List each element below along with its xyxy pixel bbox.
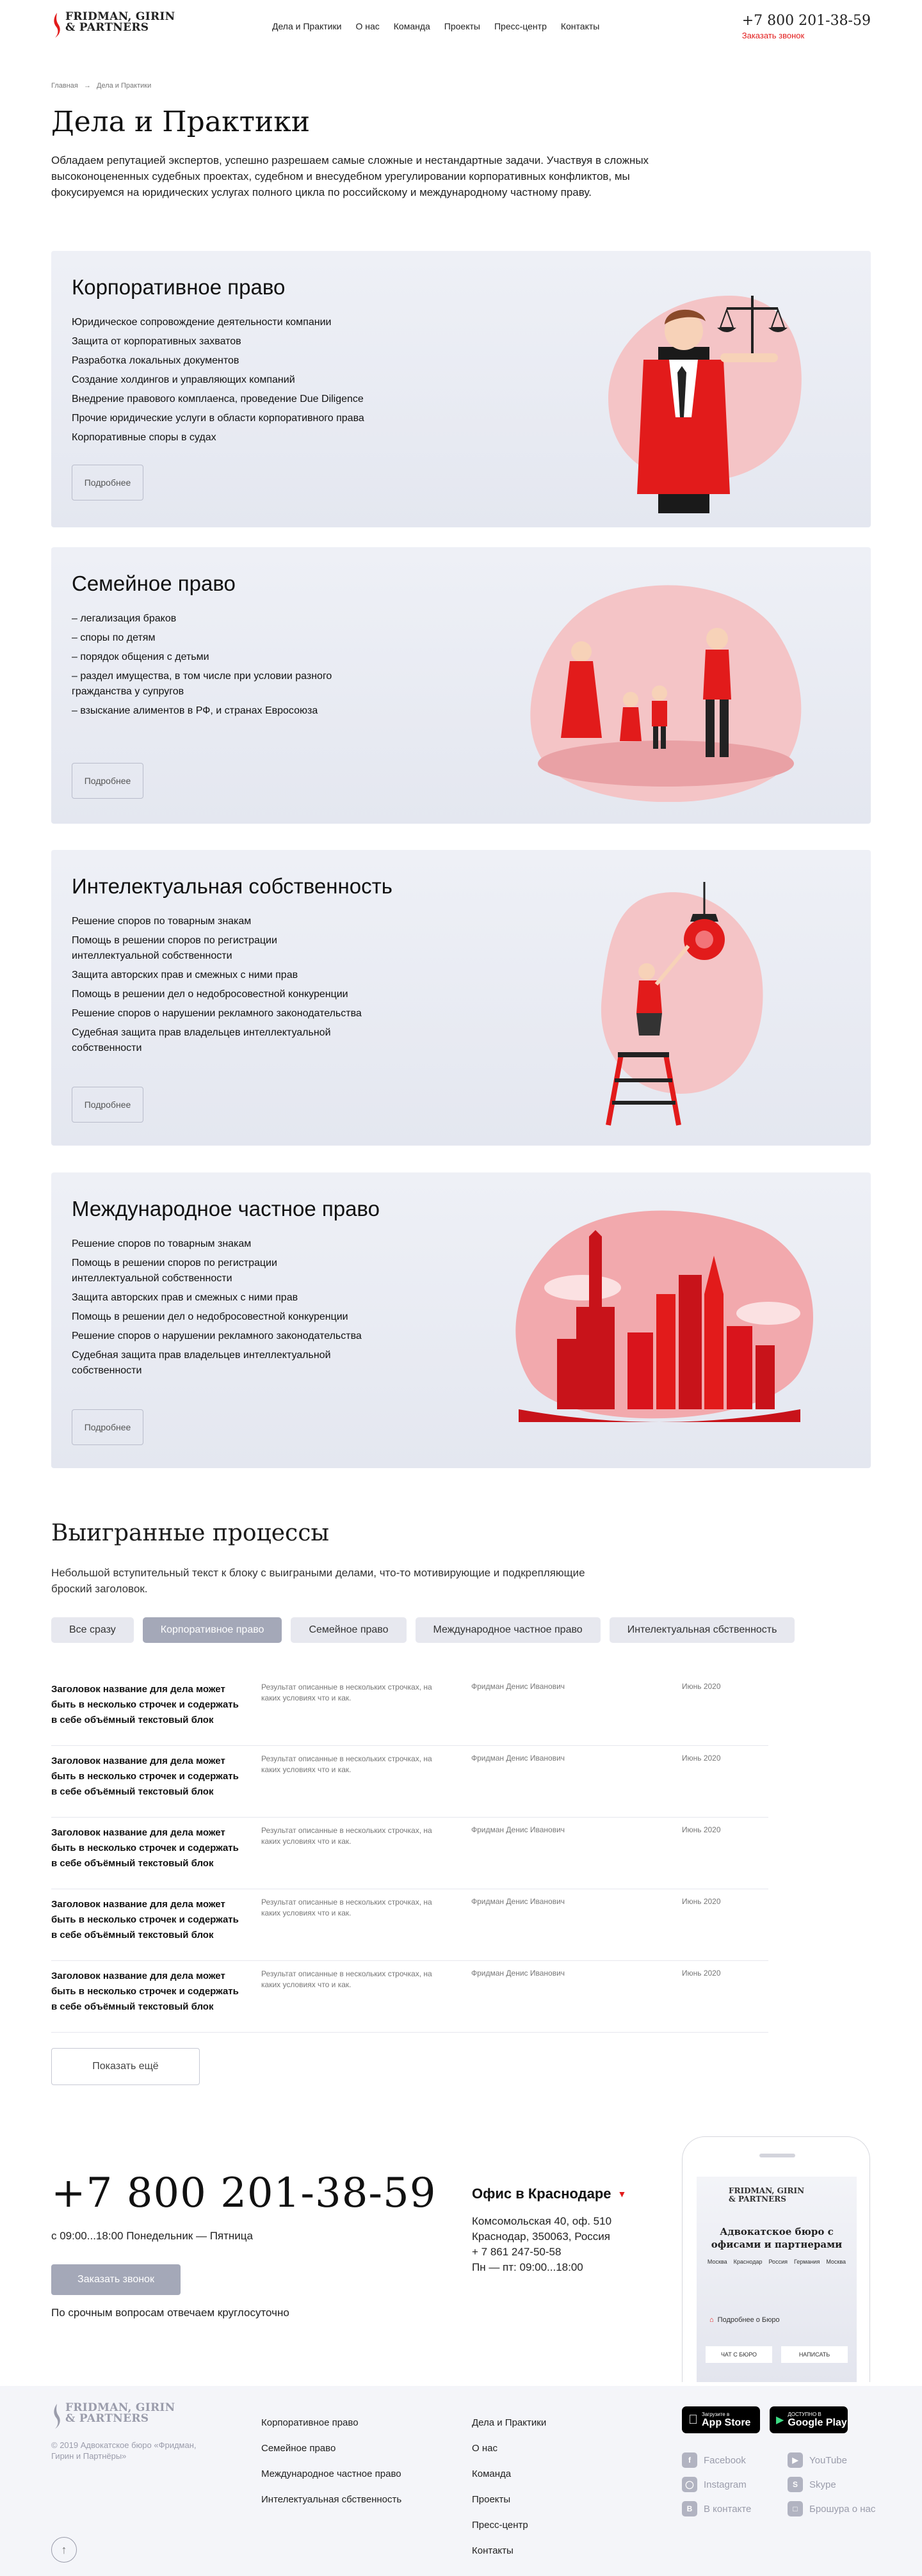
mockup-screen <box>697 2177 857 2382</box>
case-date: Июнь 2020 <box>682 1825 721 1834</box>
case-result: Результат описанные в нескольких строчках, на каких условиях что и как. <box>261 1754 432 1774</box>
footer-link[interactable]: Семейное право <box>261 2443 336 2454</box>
contacts-phone[interactable]: +7 800 201-38-59 <box>51 2170 437 2217</box>
practice-more-button[interactable]: Подробнее <box>72 1087 143 1123</box>
practice-title: Семейное право <box>72 572 236 595</box>
filter-international[interactable]: Международное частное право <box>416 1617 601 1643</box>
nav-projects[interactable]: Проекты <box>444 21 480 31</box>
practice-item: Создание холдингов и управляющих компаний <box>72 374 295 385</box>
practice-item: Защита авторских прав и смежных с ними прав <box>72 1292 298 1303</box>
filter-corporate[interactable]: Корпоративное право <box>143 1617 282 1643</box>
footer-link[interactable]: Контакты <box>472 2545 514 2556</box>
footer-logo-line-1: FRIDMAN, GIRIN <box>65 2401 175 2414</box>
case-lawyer: Фридман Денис Иванович <box>471 1825 565 1834</box>
practice-card-ip <box>51 850 871 1146</box>
app-store-button[interactable] <box>682 2406 760 2433</box>
practice-card-family <box>51 547 871 824</box>
practice-item: Решение споров о нарушении рекламного законодательства <box>72 1331 362 1341</box>
practice-item: Юридическое сопровождение деятельности компании <box>72 317 332 328</box>
case-row[interactable] <box>51 1961 768 2033</box>
practice-item: Защита от корпоративных захватов <box>72 336 241 347</box>
footer-logo[interactable] <box>51 2403 175 2429</box>
scroll-to-top-button[interactable] <box>51 2537 77 2563</box>
practice-item: Корпоративные споры в судах <box>72 432 216 443</box>
site-header <box>0 0 922 58</box>
apple-icon <box>688 2413 698 2428</box>
won-title: Выигранные процессы <box>51 1520 330 1546</box>
instagram-icon: ◯ <box>682 2477 697 2492</box>
chevron-down-icon[interactable]: ▼ <box>617 2189 627 2199</box>
case-date: Июнь 2020 <box>682 1897 721 1906</box>
flame-logo-icon <box>51 2403 61 2429</box>
nav-press[interactable]: Пресс-центр <box>494 21 547 31</box>
footer-link[interactable]: Команда <box>472 2468 512 2479</box>
google-play-small: ДОСТУПНО В <box>788 2411 821 2417</box>
social-facebook[interactable] <box>682 2452 788 2468</box>
youtube-icon: ▶ <box>788 2452 803 2468</box>
practice-item: – раздел имущества, в том числе при условии разного гражданства у супругов <box>72 671 332 697</box>
skype-icon: S <box>788 2477 803 2492</box>
social-instagram[interactable] <box>682 2477 788 2492</box>
mockup-city: Германия <box>793 2259 820 2265</box>
flame-logo-icon <box>51 12 61 38</box>
app-store-big: App Store <box>692 2417 741 2428</box>
footer-link[interactable]: Интелектуальная сбственность <box>261 2494 402 2505</box>
social-vk[interactable] <box>682 2501 788 2516</box>
case-result: Результат описанные в нескольких строчках, на каких условиях что и как. <box>261 1683 432 1702</box>
case-result: Результат описанные в нескольких строчках, на каких условиях что и как. <box>261 1969 432 1989</box>
mockup-logo <box>729 2187 804 2204</box>
practice-item: Прочие юридические услуги в области корпоративного права <box>72 413 364 424</box>
practice-item: Судебная защита прав владельцев интеллектуальной собственности <box>72 1350 331 1376</box>
case-lawyer: Фридман Денис Иванович <box>471 1682 565 1691</box>
family-illustration <box>506 572 826 802</box>
practice-item: – споры по детям <box>72 632 156 643</box>
lawyer-with-scales-illustration <box>538 270 820 520</box>
breadcrumb-separator: → <box>83 82 91 90</box>
page-title: Дела и Практики <box>51 106 311 138</box>
office-hours: Пн — пт: 09:00...18:00 <box>472 2261 583 2273</box>
social-label: В контакте <box>704 2503 752 2515</box>
case-row[interactable] <box>51 1818 768 1889</box>
social-skype[interactable] <box>788 2477 877 2492</box>
office-phone[interactable]: + 7 861 247-50-58 <box>472 2246 562 2258</box>
practice-item: Решение споров о нарушении рекламного законодательства <box>72 1008 362 1019</box>
city-skyline-illustration <box>493 1192 826 1448</box>
case-date: Июнь 2020 <box>682 1969 721 1978</box>
case-date: Июнь 2020 <box>682 1754 721 1763</box>
show-more-button[interactable]: Показать ещё <box>51 2048 200 2085</box>
case-title[interactable]: Заголовок название для дела может быть в несколько строчек и содержать в себе объёмный текстовый блок <box>51 1756 239 1797</box>
google-play-big: Google Play <box>788 2417 847 2428</box>
footer-link[interactable]: О нас <box>472 2443 497 2454</box>
practice-item: – взыскание алиментов в РФ, и странах Евросоюза <box>72 705 318 716</box>
footer-logo-line-2: & PARTNERS <box>65 2412 149 2425</box>
mockup-write-button[interactable]: НАПИСАТЬ <box>781 2346 848 2363</box>
practice-title: Корпоративное право <box>72 275 286 299</box>
practice-item: Решение споров по товарным знакам <box>72 1238 252 1249</box>
social-label: Facebook <box>704 2454 746 2466</box>
case-title[interactable]: Заголовок название для дела может быть в несколько строчек и содержать в себе объёмный текстовый блок <box>51 1899 239 1940</box>
page-lead: Обладаем репутацией экспертов, успешно разрешаем самые сложные и нестандартные задачи. Участвуя в сложных высоконоцененных судебных проектах, судебном и внесудебном урегулировании корпоративных конфликтов, мы фокусируемся на юридических услугах полного цикла по российскому и международному частному праву. <box>51 154 649 198</box>
site-footer <box>0 2386 922 2576</box>
footer-link[interactable]: Проекты <box>472 2494 511 2505</box>
mockup-about-label: Подробнее о Бюро <box>717 2316 780 2324</box>
case-title[interactable]: Заголовок название для дела может быть в несколько строчек и содержать в себе объёмный текстовый блок <box>51 1827 239 1869</box>
footer-practices-menu <box>261 2410 401 2513</box>
case-date: Июнь 2020 <box>682 1682 721 1691</box>
brochure-link[interactable] <box>788 2501 877 2516</box>
case-result: Результат описанные в нескольких строчках, на каких условиях что и как. <box>261 1826 432 1846</box>
practice-item: Внедрение правового комплаенса, проведение Due Diligence <box>72 394 364 404</box>
header-phone[interactable]: +7 800 201-38-59 <box>741 13 871 29</box>
google-play-button[interactable] <box>770 2406 848 2433</box>
won-lead: Небольшой вступительный текст к блоку с выиграными делами, что-то мотивирующие и подкрепляющие броский заголовок. <box>51 1567 585 1595</box>
social-label: Instagram <box>704 2479 747 2490</box>
case-lawyer: Фридман Денис Иванович <box>471 1897 565 1906</box>
practice-item: Помощь в решении дел о недобросовестной конкуренции <box>72 989 348 1000</box>
practice-item: Судебная защита прав владельцев интеллектуальной собственности <box>72 1027 331 1053</box>
practice-title: Международное частное право <box>72 1197 380 1220</box>
callback-button[interactable]: Заказать звонок <box>51 2264 181 2295</box>
footer-link[interactable]: Международное частное право <box>261 2468 401 2479</box>
practice-item: – легализация браков <box>72 613 177 624</box>
social-label: Брошура о нас <box>809 2503 876 2515</box>
social-youtube[interactable] <box>788 2452 877 2468</box>
practice-item: Решение споров по товарным знакам <box>72 916 252 927</box>
mockup-city: Москва <box>707 2259 727 2265</box>
nav-team[interactable]: Команда <box>393 21 430 31</box>
practice-title: Интелектуальная собственность <box>72 874 392 898</box>
case-row[interactable] <box>51 1674 768 1746</box>
mockup-logo-line-2: & PARTNERS <box>729 2195 786 2204</box>
home-icon: ⌂ <box>709 2316 714 2324</box>
case-lawyer: Фридман Денис Иванович <box>471 1969 565 1978</box>
practice-list <box>72 914 362 1060</box>
office-address: Комсомольская 40, оф. 510 <box>472 2215 612 2227</box>
urgent-note: По срочным вопросам отвечаем круглосуточно <box>51 2307 289 2319</box>
office-block <box>472 2186 626 2275</box>
mockup-heading: Адвокатское бюро с офисами и партнерами <box>711 2226 843 2250</box>
header-phone-block <box>742 13 871 40</box>
footer-link[interactable]: Корпоративное право <box>261 2417 359 2428</box>
mockup-city: Россия <box>768 2259 788 2265</box>
case-lawyer: Фридман Денис Иванович <box>471 1754 565 1763</box>
mockup-about-link[interactable] <box>709 2316 780 2324</box>
mockup-city: Москва <box>826 2259 846 2265</box>
office-city: Краснодар, 350063, Россия <box>472 2230 610 2243</box>
social-links <box>682 2452 877 2516</box>
case-row[interactable] <box>51 1746 768 1818</box>
mockup-cities <box>704 2259 849 2265</box>
office-selector[interactable] <box>472 2186 626 2202</box>
practice-more-button[interactable]: Подробнее <box>72 1409 143 1445</box>
practice-more-button[interactable]: Подробнее <box>72 465 143 500</box>
practice-item: Защита авторских прав и смежных с ними прав <box>72 970 298 980</box>
social-label: Skype <box>809 2479 836 2490</box>
filter-family[interactable]: Семейное право <box>291 1617 406 1643</box>
practice-card-international <box>51 1172 871 1468</box>
breadcrumb <box>51 82 155 90</box>
practice-card-corporate <box>51 251 871 527</box>
mockup-city: Краснодар <box>733 2259 763 2265</box>
facebook-icon: f <box>682 2452 697 2468</box>
app-store-small: Загрузите в <box>692 2411 720 2417</box>
practice-item: Помощь в решении споров по регистрации интеллектуальной собственности <box>72 1258 277 1284</box>
main-nav <box>272 21 599 31</box>
case-filters <box>51 1617 795 1643</box>
google-play-icon: ▶ <box>776 2415 784 2426</box>
document-icon: □ <box>788 2501 803 2516</box>
breadcrumb-home[interactable]: Главная <box>51 82 78 90</box>
lightbulb-ladder-illustration <box>551 869 807 1138</box>
footer-link[interactable]: Пресс-центр <box>472 2520 528 2531</box>
phone-speaker <box>759 2154 795 2157</box>
mobile-app-mockup <box>682 2136 870 2382</box>
header-callback-link[interactable]: Заказать звонок <box>741 31 805 40</box>
logo-line-2: & PARTNERS <box>65 21 149 34</box>
breadcrumb-current: Дела и Практики <box>97 82 152 90</box>
footer-copyright: © 2019 Адвокатское бюро «Фридман, Гирин и Партнёры» <box>51 2440 197 2461</box>
case-row[interactable] <box>51 1889 768 1961</box>
site-logo[interactable] <box>51 12 175 38</box>
practice-more-button[interactable]: Подробнее <box>72 763 143 799</box>
app-store-badges <box>682 2406 848 2433</box>
practice-list <box>72 315 364 449</box>
nav-practices[interactable]: Дела и Практики <box>272 21 342 31</box>
office-title[interactable]: Офис в Краснодаре <box>472 2186 611 2202</box>
nav-about[interactable]: О нас <box>355 21 380 31</box>
practice-item: Разработка локальных документов <box>72 355 239 366</box>
case-title[interactable]: Заголовок название для дела может быть в несколько строчек и содержать в себе объёмный текстовый блок <box>51 1971 239 2012</box>
practice-list <box>72 1236 362 1382</box>
practice-item: Помощь в решении споров по регистрации интеллектуальной собственности <box>72 935 277 961</box>
case-title[interactable]: Заголовок название для дела может быть в несколько строчек и содержать в себе объёмный текстовый блок <box>51 1684 239 1725</box>
practice-item: – порядок общения с детьми <box>72 652 209 662</box>
vk-icon: B <box>682 2501 697 2516</box>
mockup-chat-button[interactable]: ЧАТ С БЮРО <box>706 2346 772 2363</box>
logo-line-1: FRIDMAN, GIRIN <box>65 10 175 23</box>
mockup-logo-line-1: FRIDMAN, GIRIN <box>729 2186 805 2195</box>
nav-contacts[interactable]: Контакты <box>560 21 600 31</box>
footer-site-menu <box>472 2410 546 2564</box>
practice-item: Помощь в решении дел о недобросовестной конкуренции <box>72 1311 348 1322</box>
case-result: Результат описанные в нескольких строчках, на каких условиях что и как. <box>261 1898 432 1917</box>
contacts-hours: с 09:00...18:00 Понедельник — Пятница <box>51 2230 253 2242</box>
filter-all[interactable]: Все сразу <box>51 1617 134 1643</box>
social-label: YouTube <box>809 2454 847 2466</box>
practice-list <box>72 611 332 723</box>
footer-link[interactable]: Дела и Практики <box>472 2417 547 2428</box>
filter-ip[interactable]: Интелектуальная сбственность <box>610 1617 795 1643</box>
arrow-up-icon: ↑ <box>61 2543 67 2556</box>
